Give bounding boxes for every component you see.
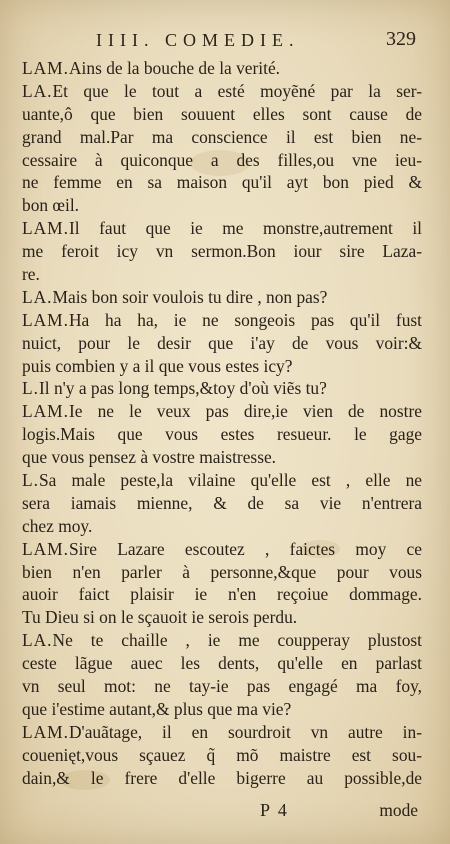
text-line bbox=[22, 744, 422, 767]
line-text: Ie ne le veux pas dire,ie vien de nostre bbox=[69, 401, 422, 422]
signature-mark: P 4 bbox=[260, 800, 289, 820]
text-line bbox=[22, 103, 422, 126]
line-text: Et que le tout a esté moyẽné par la ser- bbox=[52, 80, 422, 101]
speaker-label: LAM. bbox=[22, 218, 69, 239]
speaker-label: LA. bbox=[22, 286, 53, 307]
speaker-label: LA. bbox=[22, 80, 53, 101]
line-text: re. bbox=[22, 264, 40, 285]
text-line bbox=[22, 675, 422, 698]
line-text: Ains de la bouche de la verité. bbox=[69, 58, 281, 78]
text-line bbox=[22, 263, 422, 286]
text-line bbox=[22, 538, 422, 561]
text-line bbox=[22, 629, 422, 652]
page-footer bbox=[22, 800, 422, 826]
text-line bbox=[22, 698, 422, 721]
text-line bbox=[22, 767, 422, 790]
text-line bbox=[22, 194, 422, 217]
speaker-label: LA. bbox=[22, 630, 53, 651]
line-text: D'auãtage, il en sourdroit vn autre in- bbox=[69, 721, 422, 742]
text-line bbox=[22, 171, 422, 194]
speaker-label: LAM. bbox=[22, 538, 69, 559]
page-number: 329 bbox=[386, 28, 416, 50]
text-line bbox=[22, 400, 422, 423]
speaker-label: LAM. bbox=[22, 721, 69, 742]
line-text: nuict, pour le desir que i'ay de vous voir:& bbox=[22, 332, 422, 353]
text-line bbox=[22, 446, 422, 469]
text-line bbox=[22, 309, 422, 332]
line-text: auoir faict plaisir ie n'en reçoiue dommage. bbox=[22, 584, 422, 605]
text-line bbox=[22, 126, 422, 149]
line-text: Ne te chaille , ie me coupperay plustost bbox=[52, 630, 422, 651]
text-line bbox=[22, 561, 422, 584]
speaker-label: L. bbox=[22, 378, 39, 399]
text-line bbox=[22, 469, 422, 492]
text-line bbox=[22, 583, 422, 606]
text-line bbox=[22, 240, 422, 263]
line-text: me feroit icy vn sermon.Bon iour sire Laza- bbox=[22, 241, 422, 262]
text-line bbox=[22, 652, 422, 675]
text-line bbox=[22, 57, 422, 80]
line-text: puis combien y a il que vous estes icy? bbox=[22, 355, 293, 376]
text-line bbox=[22, 721, 422, 744]
line-text: bon œil. bbox=[22, 195, 80, 216]
line-text: que i'estime autant,& plus que ma vie? bbox=[22, 698, 292, 719]
text-line bbox=[22, 377, 422, 400]
line-text: sera iamais mienne, & de sa vie n'entrera bbox=[22, 492, 422, 513]
line-text: dain,& le frere d'elle bigerre au possible,de bbox=[22, 767, 422, 788]
text-line bbox=[22, 80, 422, 103]
text-line bbox=[22, 217, 422, 240]
line-text: grand mal.Par ma conscience il est bien ne- bbox=[22, 126, 422, 147]
text-line bbox=[22, 492, 422, 515]
line-text: ne femme en sa maison qu'il ayt bon pied & bbox=[22, 172, 422, 193]
line-text: Il n'y a pas long temps,&toy d'où viẽs tu? bbox=[38, 378, 327, 399]
text-line bbox=[22, 606, 422, 629]
speaker-label: L. bbox=[22, 470, 39, 491]
text-line bbox=[22, 355, 422, 378]
page-header bbox=[24, 30, 416, 56]
line-text: que vous pensez à vostre maistresse. bbox=[22, 447, 277, 468]
line-text: Ha ha ha, ie ne songeois pas qu'il fust bbox=[69, 309, 422, 330]
line-text: vn seul mot: ne tay-ie pas engagé ma foy, bbox=[22, 676, 422, 697]
line-text: ceste lãgue auec les dents, qu'elle en parlast bbox=[22, 653, 422, 674]
line-text: Il faut que ie me monstre,autrement il bbox=[69, 218, 422, 239]
speaker-label: LAM. bbox=[22, 309, 69, 330]
text-line bbox=[22, 332, 422, 355]
line-text: cessaire à quiconque a des filles,ou vne ieu- bbox=[22, 149, 422, 170]
text-line bbox=[22, 286, 422, 309]
speaker-label: LAM. bbox=[22, 401, 69, 422]
speaker-label: LAM. bbox=[22, 58, 69, 78]
dialogue-text bbox=[22, 57, 422, 790]
text-line bbox=[22, 149, 422, 172]
line-text: Tu Dieu si on le sçauoit ie serois perdu. bbox=[22, 607, 298, 628]
line-text: bien n'en parler à personne,&que pour vous bbox=[22, 561, 422, 582]
text-line bbox=[22, 515, 422, 538]
catchword: mode bbox=[379, 800, 418, 820]
line-text: couenięt,vous sçauez q̃ mõ maistre est sou- bbox=[22, 744, 422, 765]
running-title: IIII. COMEDIE. bbox=[96, 30, 300, 50]
line-text: Sa male peste,la vilaine qu'elle est , elle ne bbox=[38, 470, 422, 491]
line-text: Sire Lazare escoutez , faictes moy ce bbox=[69, 538, 422, 559]
line-text: chez moy. bbox=[22, 515, 93, 536]
line-text: uante,ô que bien souuent elles sont cause de bbox=[22, 103, 422, 124]
line-text: logis.Mais que vous estes resueur. le gage bbox=[22, 424, 422, 445]
line-text: Mais bon soir voulois tu dire , non pas? bbox=[52, 286, 328, 307]
text-line bbox=[22, 423, 422, 446]
